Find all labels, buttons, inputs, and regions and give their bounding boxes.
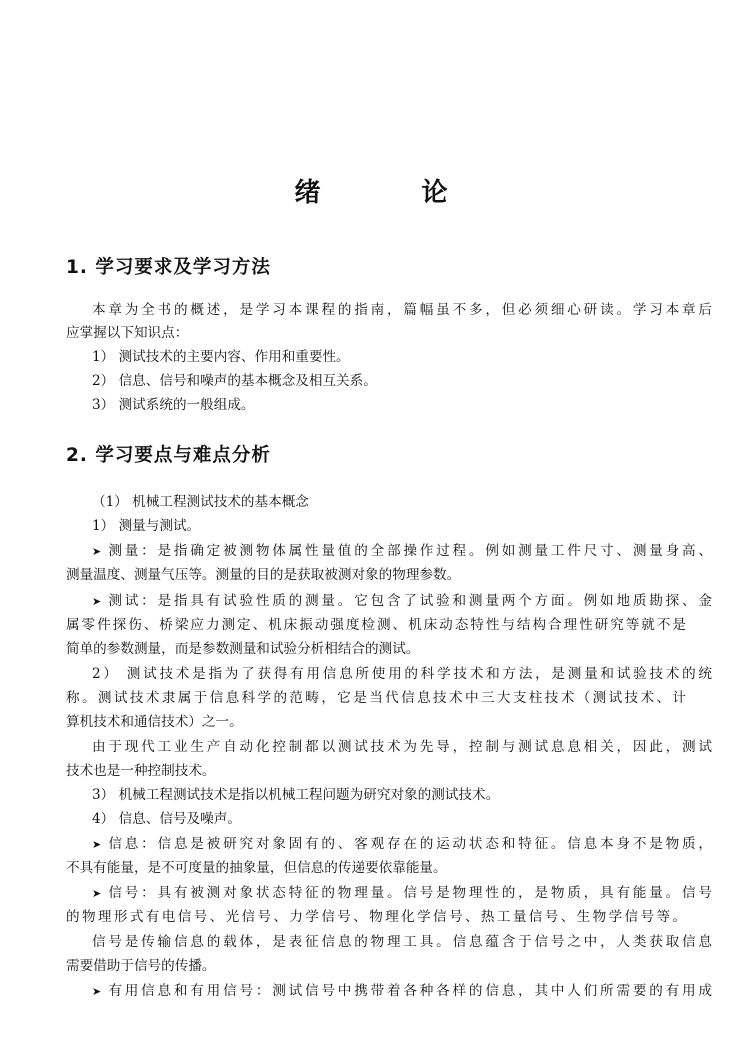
paragraph-line: 的物理形式有电信号、光信号、力学信号、物理化学信号、热工量信号、生物学信号等。 — [66, 909, 686, 925]
bullet-line-test-1 — [66, 591, 712, 612]
bullet-arrow-icon: ➤ — [92, 985, 102, 998]
paragraph-line: 由于现代工业生产自动化控制都以测试技术为先导，控制与测试息息相关，因此，测试 — [92, 739, 712, 755]
paragraph-line: 2） 测试技术是指为了获得有用信息所使用的科学技术和方法，是测量和试验技术的统 — [92, 666, 712, 682]
paragraph-line: 需要借助于信号的传播。 — [66, 958, 216, 974]
paragraph-line: 测量温度、测量气压等。测量的目的是获取被测对象的物理参数。 — [66, 567, 461, 583]
bullet-line-useful-1 — [66, 981, 712, 1002]
bullet-line-signal-1 — [66, 883, 712, 904]
bullet-line-measure-1 — [66, 541, 712, 562]
intro-line-1: 本章为全书的概述，是学习本课程的指南，篇幅虽不多，但必须细心研读。学习本章后 — [92, 302, 712, 318]
item-3-line: 3） 机械工程测试技术是指以机械工程问题为研究对象的测试技术。 — [92, 787, 500, 803]
paragraph-line: 称。测试技术隶属于信息科学的范畴，它是当代信息技术中三大支柱技术（测试技术、计 — [66, 690, 686, 706]
paragraph-line: 信号是传输信息的载体，是表征信息的物理工具。信息蕴含于信号之中，人类获取信息 — [92, 934, 712, 950]
paragraph-line: 不具有能量，是不可度量的抽象量，但信息的传递要依靠能量。 — [66, 860, 447, 876]
bullet-arrow-icon: ➤ — [92, 545, 102, 558]
paragraph-text: 有用信息和有用信号：测试信号中携带着各种各样的信息，其中人们所需要的有用成 — [108, 983, 712, 999]
point-2: 2） 信息、信号和噪声的基本概念及相互关系。 — [92, 373, 377, 389]
bullet-arrow-icon: ➤ — [92, 595, 102, 608]
bullet-line-info-1 — [66, 834, 712, 855]
paragraph-text: 信息：信息是被研究对象固有的、客观存在的运动状态和特征。信息本身不是物质， — [108, 836, 712, 852]
paragraph-line: 技术也是一种控制技术。 — [66, 763, 216, 779]
paragraph-line: 简单的参数测量，而是参数测量和试验分析相结合的测试。 — [66, 641, 420, 657]
section-heading-2: 2. 学习要点与难点分析 — [66, 445, 271, 466]
section-heading-1: 1. 学习要求及学习方法 — [66, 257, 271, 278]
paragraph-text: 测量：是指确定被测物体属性量值的全部操作过程。例如测量工件尺寸、测量身高、 — [108, 543, 712, 559]
bullet-arrow-icon: ➤ — [92, 838, 102, 851]
chapter-title: 绪 论 — [294, 178, 494, 208]
intro-line-2: 应掌握以下知识点： — [66, 325, 189, 341]
subsection-title: （1） 机械工程测试技术的基本概念 — [92, 494, 309, 510]
bullet-arrow-icon: ➤ — [92, 887, 102, 900]
item-1-title: 1） 测量与测试。 — [92, 518, 201, 534]
paragraph-line: 算机技术和通信技术）之一。 — [66, 714, 243, 730]
point-3: 3） 测试系统的一般组成。 — [92, 397, 255, 413]
paragraph-text: 信号：具有被测对象状态特征的物理量。信号是物理性的，是物质，具有能量。信号 — [108, 885, 712, 901]
point-1: 1） 测试技术的主要内容、作用和重要性。 — [92, 349, 350, 365]
paragraph-line: 属零件探伤、桥梁应力测定、机床振动强度检测、机床动态特性与结构合理性研究等就不是 — [66, 617, 686, 633]
paragraph-text: 测试：是指具有试验性质的测量。它包含了试验和测量两个方面。例如地质勘探、金 — [108, 593, 712, 609]
item-4-title: 4） 信息、信号及噪声。 — [92, 811, 241, 827]
